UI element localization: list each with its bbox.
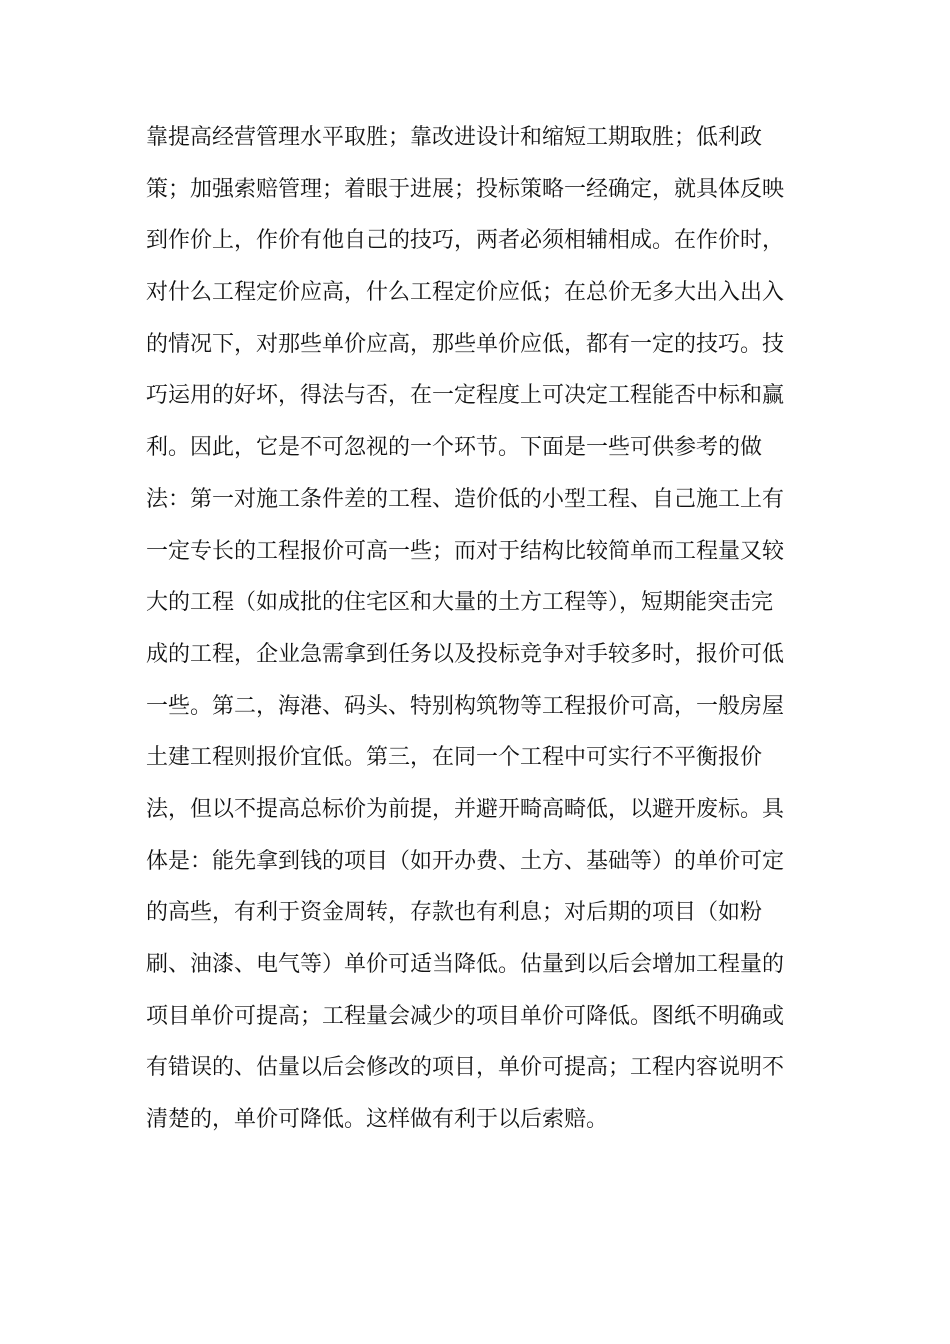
text-line: 的高些，有利于资金周转，存款也有利息；对后期的项目（如粉 (146, 900, 763, 926)
text-line: 有错误的、估量以后会修改的项目，单价可提高；工程内容说明不 (146, 1055, 785, 1081)
text-line: 对什么工程定价应高，什么工程定价应低；在总价无多大出入出入 (146, 280, 785, 306)
text-line: 成的工程，企业急需拿到任务以及投标竞争对手较多时，报价可低 (146, 641, 785, 667)
text-line: 刷、油漆、电气等）单价可适当降低。估量到以后会增加工程量的 (146, 952, 785, 977)
text-line: 策；加强索赔管理；着眼于进展；投标策略一经确定，就具体反映 (146, 176, 785, 202)
text-line: 清楚的，单价可降低。这样做有利于以后索赔。 (146, 1107, 609, 1133)
text-line: 大的工程（如成批的住宅区和大量的土方工程等），短期能突击完 (146, 590, 774, 616)
text-line: 项目单价可提高；工程量会减少的项目单价可降低。图纸不明确或 (146, 1003, 785, 1029)
text-line: 到作价上，作价有他自己的技巧，两者必须相辅相成。在作价时， (146, 228, 785, 254)
text-line: 法：第一对施工条件差的工程、造价低的小型工程、自己施工上有 (146, 486, 785, 512)
text-line: 法，但以不提高总标价为前提，并避开畸高畸低，以避开废标。具 (146, 796, 785, 822)
text-line: 利。因此，它是不可忽视的一个环节。下面是一些可供参考的做 (146, 435, 763, 461)
text-line: 的情况下，对那些单价应高，那些单价应低，都有一定的技巧。技 (146, 331, 785, 357)
body-paragraph (146, 112, 806, 1146)
text-line: 土建工程则报价宜低。第三，在同一个工程中可实行不平衡报价 (146, 745, 763, 771)
text-line: 靠提高经营管理水平取胜；靠改进设计和缩短工期取胜；低利政 (146, 125, 763, 150)
text-line: 巧运用的好坏，得法与否，在一定程度上可决定工程能否中标和赢 (146, 383, 785, 409)
text-line: 一定专长的工程报价可高一些；而对于结构比较简单而工程量又较 (146, 538, 785, 564)
text-line: 体是：能先拿到钱的项目（如开办费、土方、基础等）的单价可定 (146, 848, 785, 874)
text-line: 一些。第二，海港、码头、特别构筑物等工程报价可高，一般房屋 (146, 693, 785, 719)
